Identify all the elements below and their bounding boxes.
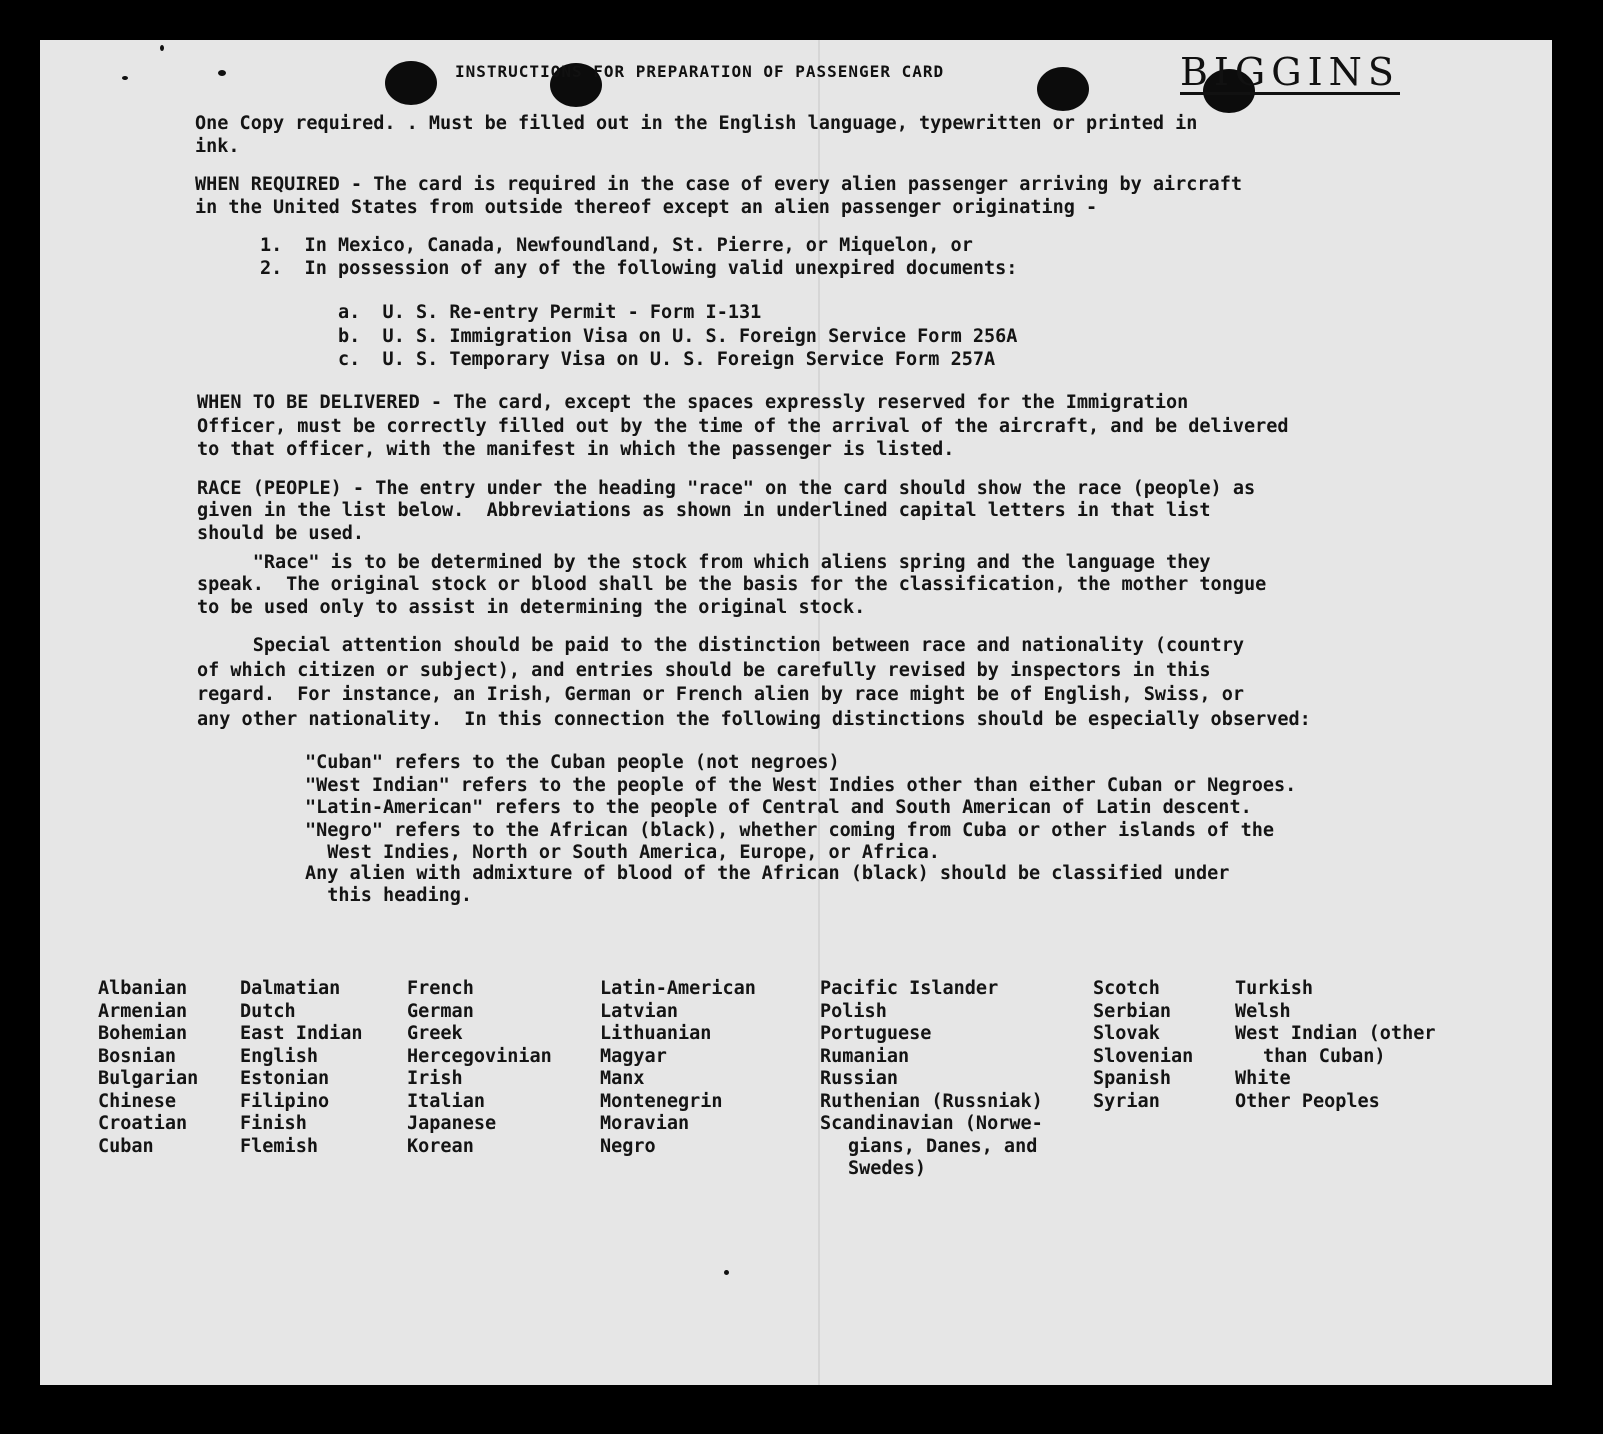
race-item: Albanian [98, 978, 188, 999]
race-item: Welsh [1235, 1000, 1291, 1022]
race-item: Swedes) [848, 1158, 926, 1179]
when-required-line-2: in the United States from outside thereof except an alien passenger originating - [195, 197, 1098, 218]
when-delivered-line-2: Officer, must be correctly filled out by the time of the arrival of the aircraft, and be delivered [197, 416, 1289, 437]
race-item: Bulgarian [98, 1068, 199, 1089]
race-item: German [407, 1000, 474, 1022]
distinction-admixture-2: this heading. [305, 885, 473, 906]
race-item: Manx [600, 1068, 645, 1089]
race-column-3 [407, 978, 552, 1158]
when-required-line-1: WHEN REQUIRED - The card is required in the case of every alien passenger arriving by aircraft [195, 174, 1242, 195]
copy-line-2: ink. [195, 136, 240, 157]
special-line-1: Special attention should be paid to the distinction between race and nationality (country [197, 635, 1244, 656]
race-item: Turkish [1235, 978, 1313, 999]
special-line-3: regard. For instance, an Irish, German or French alien by race might be of English, Swiss, or [197, 684, 1244, 705]
race-item: Bohemian [98, 1023, 188, 1044]
numbered-item-2: 2. In possession of any of the following valid unexpired documents: [260, 258, 1018, 279]
race-column-1 [98, 978, 198, 1158]
race-item: Italian [407, 1090, 485, 1112]
race-column-7 [1235, 978, 1435, 1113]
race-item: Magyar [600, 1045, 667, 1067]
race-item: Estonian [240, 1068, 330, 1089]
distinction-latin-american: "Latin-American" refers to the people of Central and South American of Latin descent. [305, 797, 1252, 818]
race-item: Rumanian [820, 1045, 910, 1067]
race-item: Polish [820, 1000, 887, 1022]
race-item: Portuguese [820, 1023, 932, 1044]
race-def-line-1: "Race" is to be determined by the stock from which aliens spring and the language they [197, 552, 1211, 573]
race-people-line-2: given in the list below. Abbreviations as shown in underlined capital letters in that list [197, 500, 1211, 521]
race-item: Pacific Islander [820, 978, 999, 999]
race-item: Dalmatian [240, 978, 341, 999]
special-line-2: of which citizen or subject), and entries should be carefully revised by inspectors in this [197, 660, 1211, 681]
lettered-item-c: c. U. S. Temporary Visa on U. S. Foreign Service Form 257A [338, 349, 996, 370]
race-item: Scotch [1093, 978, 1160, 999]
race-item: Dutch [240, 1000, 296, 1022]
race-item: French [407, 978, 474, 999]
numbered-item-1: 1. In Mexico, Canada, Newfoundland, St. Pierre, or Miquelon, or [260, 235, 973, 256]
race-people-line-3: should be used. [197, 523, 365, 544]
handwritten-name: BIGGINS [1180, 50, 1400, 94]
race-item: gians, Danes, and [848, 1135, 1038, 1157]
race-item: Other Peoples [1235, 1090, 1380, 1112]
document-page [40, 40, 1552, 1385]
race-item: Cuban [98, 1135, 154, 1157]
race-item: Serbian [1093, 1000, 1171, 1022]
when-delivered-line-3: to that officer, with the manifest in which the passenger is listed. [197, 439, 955, 460]
race-item: Chinese [98, 1090, 176, 1112]
race-column-2 [240, 978, 363, 1158]
lettered-item-a: a. U. S. Re-entry Permit - Form I-131 [338, 302, 762, 323]
race-item: Montenegrin [600, 1090, 723, 1112]
race-item: Flemish [240, 1135, 318, 1157]
race-item: Japanese [407, 1113, 497, 1134]
race-item: Filipino [240, 1090, 330, 1112]
race-item: Russian [820, 1068, 898, 1089]
distinction-west-indian: "West Indian" refers to the people of the West Indies other than either Cuban or Negroes. [305, 775, 1297, 796]
distinction-cuban: "Cuban" refers to the Cuban people (not negroes) [305, 752, 840, 773]
race-column-4 [600, 978, 756, 1158]
speck [160, 45, 164, 51]
race-item: Ruthenian (Russniak) [820, 1090, 1043, 1112]
distinction-negro-1: "Negro" refers to the African (black), whether coming from Cuba or other islands of the [305, 820, 1275, 841]
speck [724, 1270, 729, 1275]
punch-hole [1037, 67, 1089, 111]
race-item: than Cuban) [1263, 1045, 1386, 1067]
when-delivered-line-1: WHEN TO BE DELIVERED - The card, except the spaces expressly reserved for the Immigration [197, 392, 1189, 413]
distinction-admixture-1: Any alien with admixture of blood of the African (black) should be classified under [305, 863, 1230, 884]
race-item: Negro [600, 1135, 656, 1157]
distinction-negro-2: West Indies, North or South America, Europe, or Africa. [305, 842, 940, 863]
speck [122, 76, 128, 80]
race-item: Slovenian [1093, 1045, 1194, 1067]
document-title: INSTRUCTIONS FOR PREPARATION OF PASSENGER CARD [455, 62, 945, 81]
race-item: Latvian [600, 1000, 678, 1022]
race-people-line-1: RACE (PEOPLE) - The entry under the heading "race" on the card should show the race (people) as [197, 478, 1256, 499]
punch-hole [385, 61, 437, 105]
race-item: Croatian [98, 1113, 188, 1134]
race-def-line-3: to be used only to assist in determining the original stock. [197, 597, 866, 618]
race-column-6 [1093, 978, 1193, 1113]
race-item: Lithuanian [600, 1023, 712, 1044]
race-item: Slovak [1093, 1023, 1160, 1044]
race-item: Latin-American [600, 978, 756, 999]
race-item: Armenian [98, 1000, 188, 1022]
race-item: Moravian [600, 1113, 690, 1134]
race-item: White [1235, 1068, 1291, 1089]
race-item: Greek [407, 1023, 463, 1044]
lettered-item-b: b. U. S. Immigration Visa on U. S. Foreign Service Form 256A [338, 326, 1018, 347]
race-item: Irish [407, 1068, 463, 1089]
race-item: Scandinavian (Norwe- [820, 1113, 1043, 1134]
race-def-line-2: speak. The original stock or blood shall be the basis for the classification, the mother tongue [197, 574, 1267, 595]
race-item: Spanish [1093, 1068, 1171, 1089]
race-item: Finish [240, 1113, 307, 1134]
race-item: Bosnian [98, 1045, 176, 1067]
speck [218, 70, 226, 76]
race-item: Korean [407, 1135, 474, 1157]
race-item: Syrian [1093, 1090, 1160, 1112]
race-item: West Indian (other [1235, 1023, 1436, 1044]
special-line-4: any other nationality. In this connection the following distinctions should be especially observed: [197, 709, 1311, 730]
copy-line-1: One Copy required. . Must be filled out in the English language, typewritten or printed in [195, 113, 1198, 134]
race-item: East Indian [240, 1023, 363, 1044]
race-item: English [240, 1045, 318, 1067]
race-column-5 [820, 978, 1043, 1181]
race-item: Hercegovinian [407, 1045, 552, 1067]
